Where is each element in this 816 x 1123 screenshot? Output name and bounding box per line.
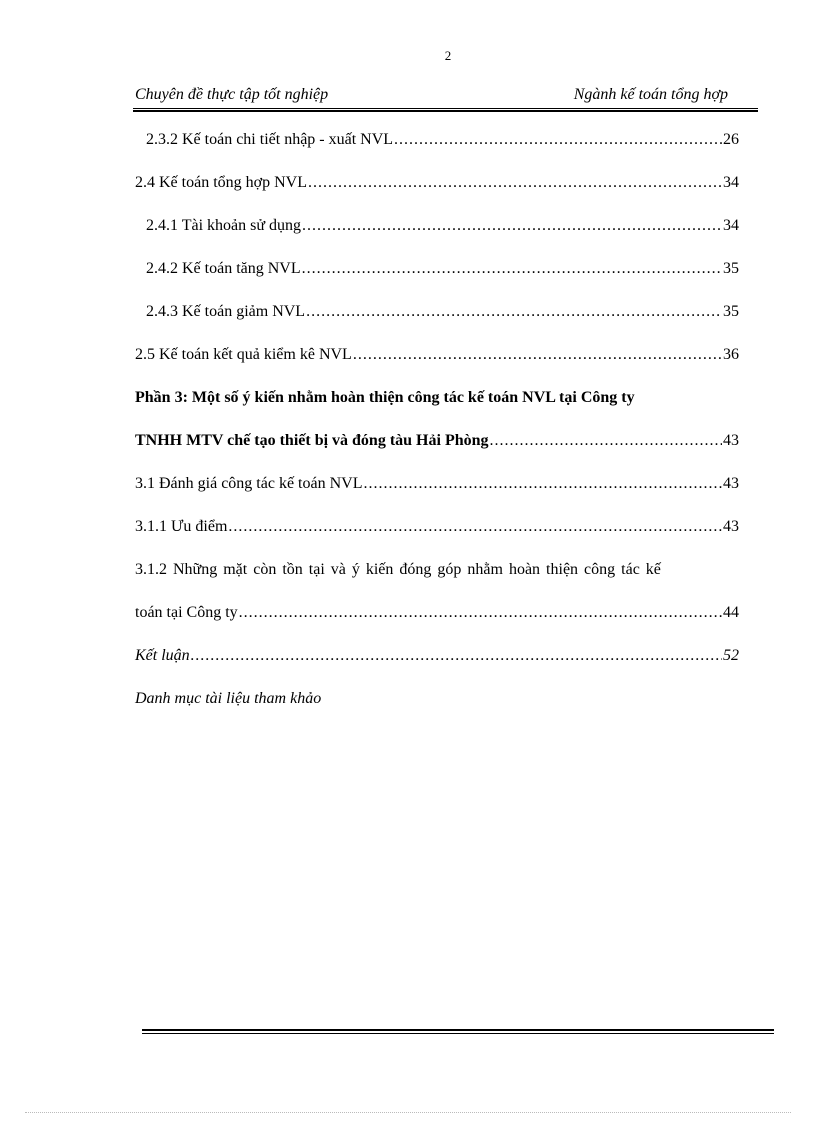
header-right-title: Ngành kế toán tổng hợp [573,86,728,103]
toc-entry-page: 43 [723,475,739,492]
toc-entry-title: Kết luận [135,647,190,664]
toc-entry-page: 52 [723,647,739,664]
toc-leader-dots [191,647,722,665]
toc-entry-page: 26 [723,131,739,148]
toc-entry-references [135,690,739,733]
toc-entry-page: 36 [723,346,739,363]
footer-rule-thick [142,1029,774,1031]
toc-entry-conclusion [135,647,739,690]
toc-leader-dots [308,174,722,192]
toc-entry [135,518,739,561]
header-left-title: Chuyên đề thực tập tốt nghiệp [135,86,329,103]
page-header [135,86,758,108]
toc-entry [135,260,739,303]
toc-entry [135,217,739,260]
toc-leader-dots [302,217,722,235]
toc-leader-dots [306,303,722,321]
toc-entry-part3-line1 [135,389,739,432]
toc-leader-dots [490,432,722,450]
toc-entry-title: 2.4 Kế toán tổng hợp NVL [135,174,307,191]
toc-entry-title: 2.4.2 Kế toán tăng NVL [146,260,301,277]
toc-leader-dots [302,260,722,278]
toc-entry [135,475,739,518]
toc-entry-title: TNHH MTV chế tạo thiết bị và đóng tàu Hải Phòng [135,432,489,449]
toc-entry-page: 44 [723,604,739,621]
toc-entry-page: 34 [723,217,739,234]
toc-entry-page: 35 [723,303,739,320]
toc-leader-dots [353,346,722,364]
table-of-contents [135,131,739,733]
header-rule-thin [133,108,758,109]
toc-entry-page: 34 [723,174,739,191]
toc-entry-title: 3.1.1 Ưu điểm [135,518,228,535]
footer-rule-thin [142,1033,774,1034]
toc-entry-part3-line2 [135,432,739,475]
page-bottom-border [25,1112,791,1113]
toc-entry-title: 3.1.2 Những mặt còn tồn tại và ý kiến đóng góp nhằm hoàn thiện công tác kế [135,561,661,578]
toc-entry [135,131,739,174]
toc-entry-title: toán tại Công ty [135,604,238,621]
toc-leader-dots [363,475,722,493]
toc-entry [135,174,739,217]
toc-leader-dots [228,518,722,536]
toc-entry-title: Danh mục tài liệu tham khảo [135,690,322,707]
toc-entry [135,303,739,346]
toc-entry-page: 43 [723,432,739,449]
toc-entry-title: 2.3.2 Kế toán chi tiết nhập - xuất NVL [146,131,394,148]
toc-entry-title: 3.1 Đánh giá công tác kế toán NVL [135,475,363,492]
toc-entry-page: 35 [723,260,739,277]
toc-entry-title: Phần 3: Một số ý kiến nhằm hoàn thiện công tác kế toán NVL tại Công ty [135,389,635,406]
toc-leader-dots [239,604,722,622]
toc-entry-3-1-2-line2 [135,604,739,647]
page-number: 2 [444,48,452,63]
toc-entry-title: 2.4.1 Tài khoản sử dụng [146,217,302,234]
toc-entry-3-1-2-line1 [135,561,739,604]
toc-leader-dots [394,131,722,149]
toc-entry [135,346,739,389]
toc-entry-page: 43 [723,518,739,535]
header-rule-thick [133,110,758,112]
toc-entry-title: 2.4.3 Kế toán giảm NVL [146,303,306,320]
toc-entry-title: 2.5 Kế toán kết quả kiểm kê NVL [135,346,352,363]
